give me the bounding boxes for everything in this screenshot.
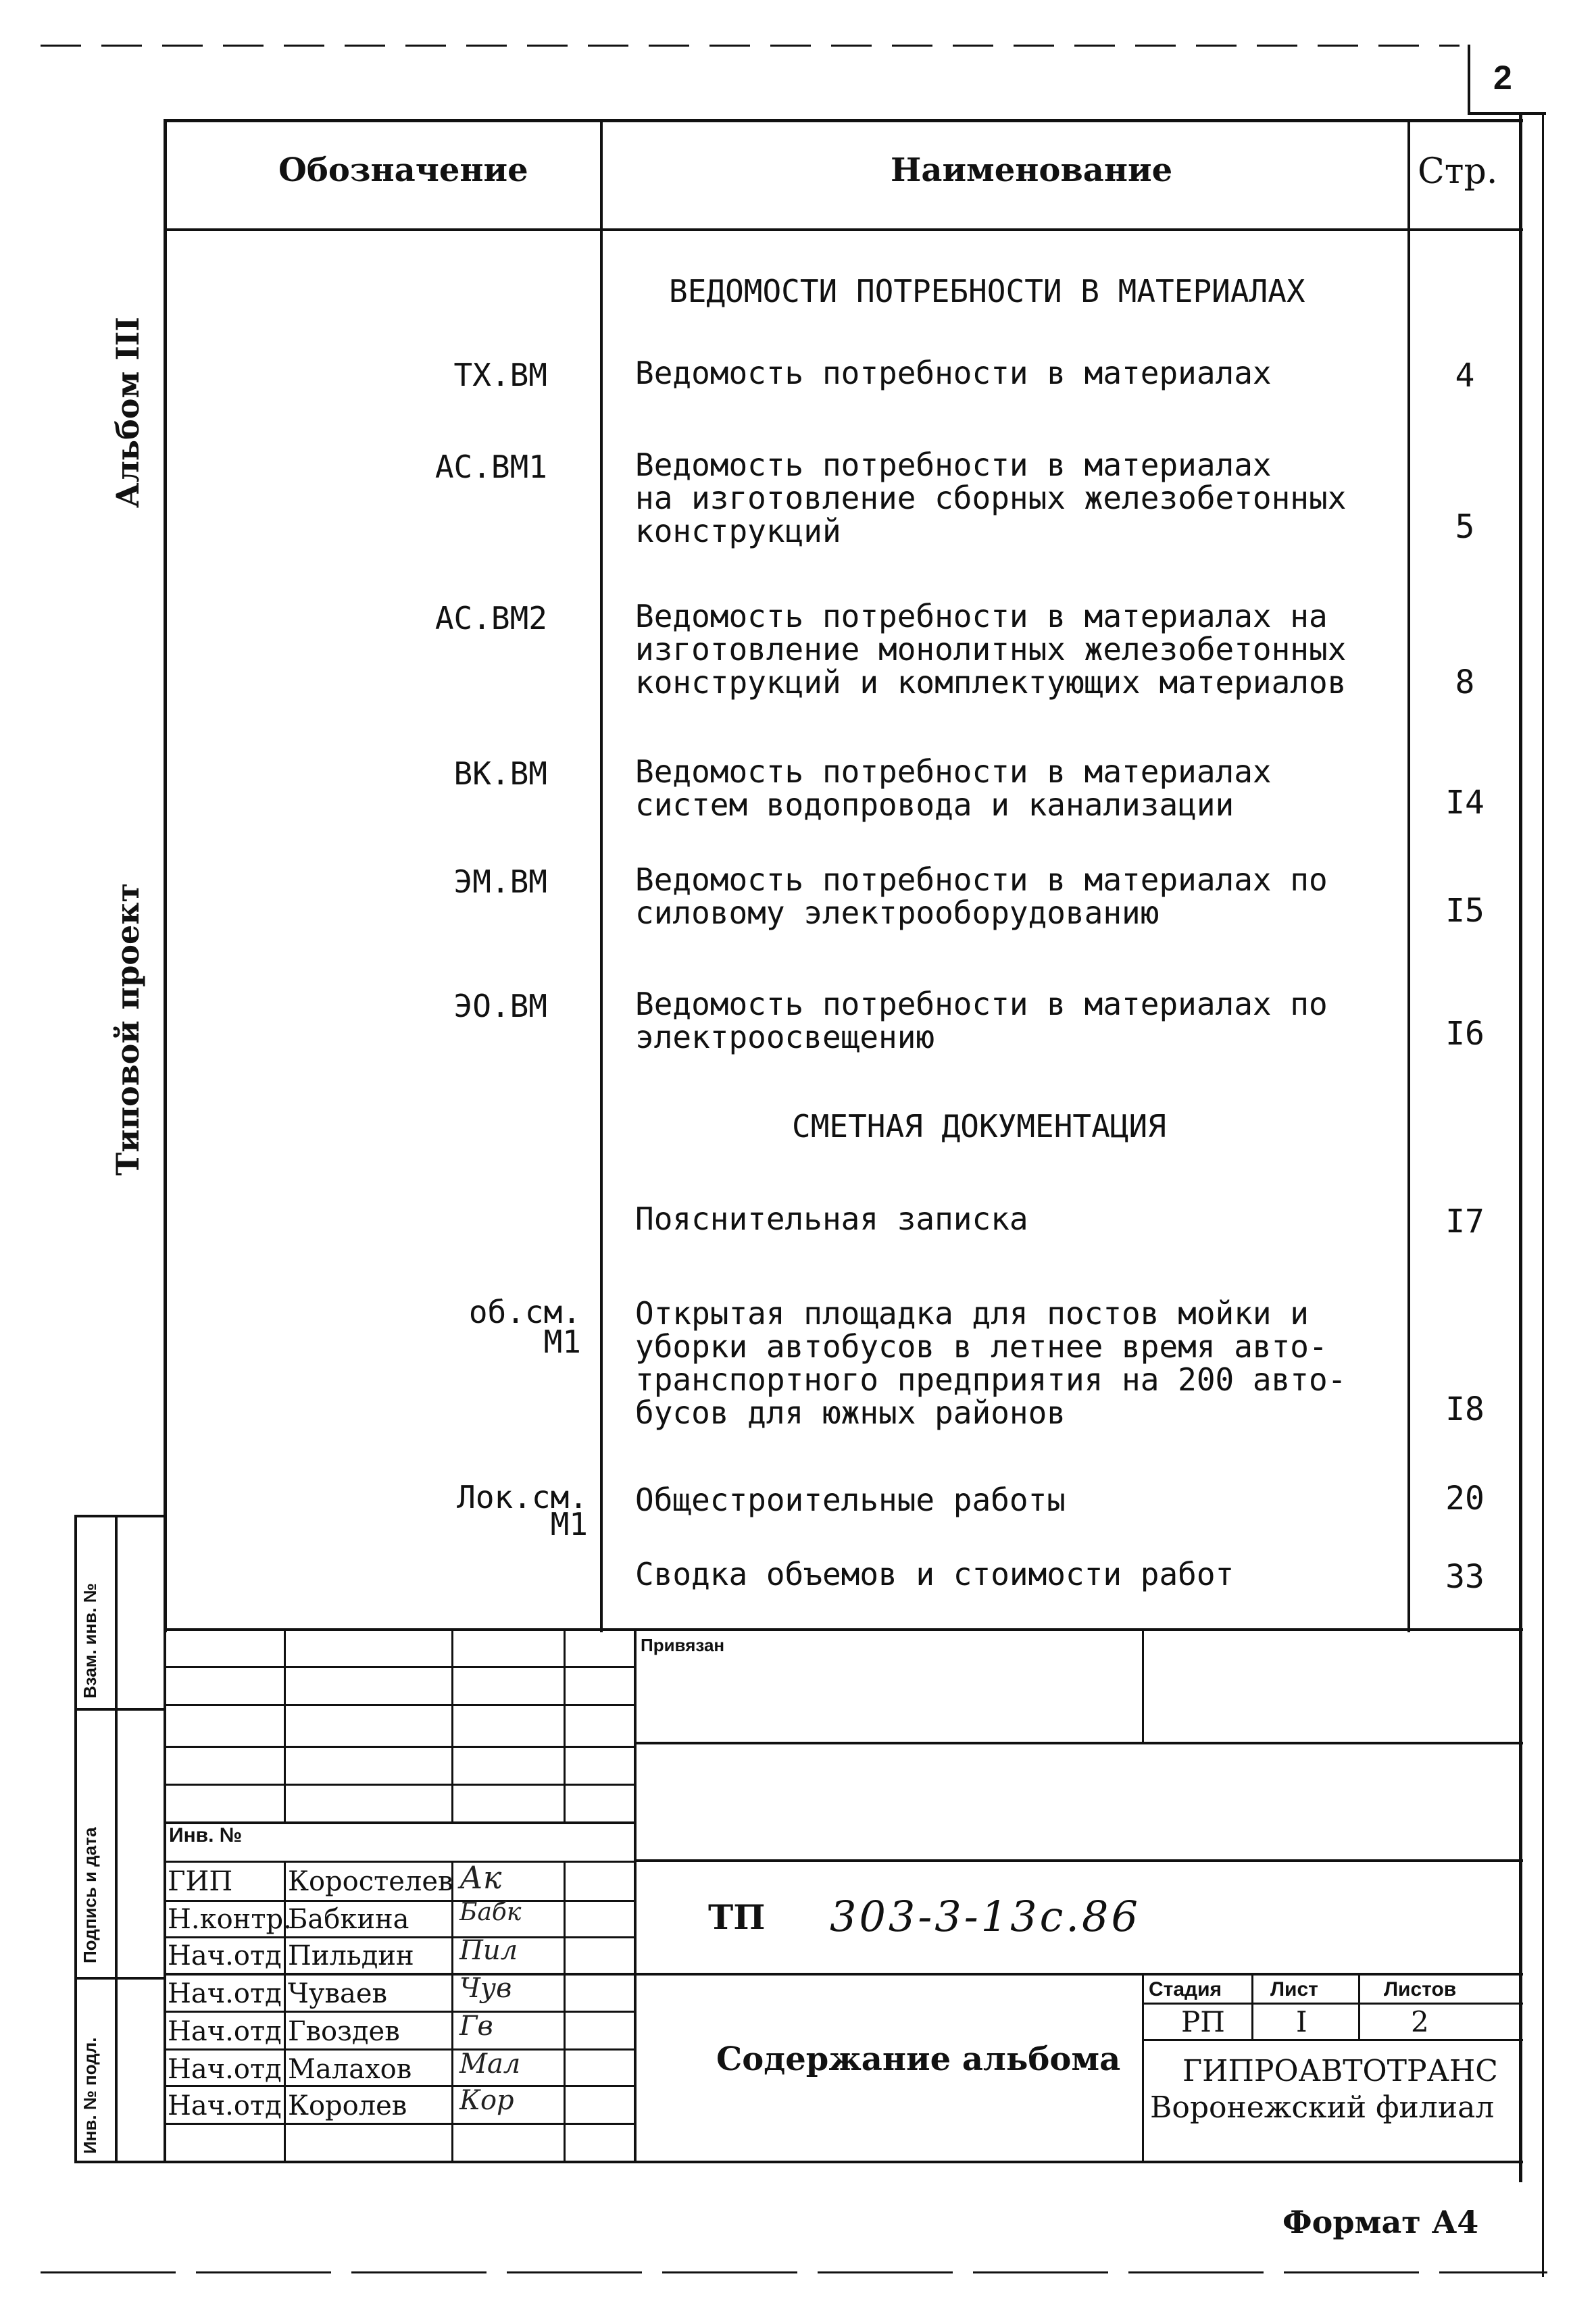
tb-main-divider xyxy=(634,1628,637,2162)
page-box-bottom xyxy=(1468,112,1546,115)
row-name: Открытая площадка для постов мойки и уборки автобусов в летнее время авто- транспортного предприятия на 200 авто- бусов для южных районов xyxy=(635,1295,1347,1431)
stamp-bottom xyxy=(74,2161,164,2163)
tb-privyazan-divider xyxy=(1142,1628,1144,1743)
staff-signature: Ак xyxy=(459,1859,502,1896)
col-divider-2 xyxy=(1407,119,1410,1632)
stage-value: РП xyxy=(1181,2005,1225,2038)
staff-role: Нач.отд xyxy=(168,1978,282,2009)
staff-signature: Чув xyxy=(459,1973,512,2004)
staff-role: Нач.отд xyxy=(168,2054,282,2085)
format-label: Формат А4 xyxy=(1282,2204,1479,2240)
page-box-left xyxy=(1468,45,1470,115)
project-code-prefix: ТП xyxy=(708,1897,766,1937)
row-page: 4 xyxy=(1455,357,1475,395)
tb-right-row2 xyxy=(634,1859,1523,1862)
header-designation: Обозначение xyxy=(278,151,528,189)
staff-name: Коростелев xyxy=(288,1866,453,1897)
row-page: I5 xyxy=(1445,892,1485,930)
row-name: Ведомость потребности в материалах xyxy=(635,355,1272,391)
staff-name: Королев xyxy=(288,2090,407,2121)
staff-signature: Гв xyxy=(459,2011,493,2042)
row-page: 8 xyxy=(1455,663,1475,701)
section-materials-heading: ВЕДОМОСТИ ПОТРЕБНОСТИ В МАТЕРИАЛАХ xyxy=(669,273,1305,309)
org-branch: Воронежский филиал xyxy=(1150,2090,1495,2125)
row-page: 5 xyxy=(1455,508,1475,546)
staff-name: Малахов xyxy=(288,2054,412,2085)
tb-col xyxy=(564,1861,566,2162)
stamp-mid xyxy=(115,1515,118,2163)
section-estimate-heading: СМЕТНАЯ ДОКУМЕНТАЦИЯ xyxy=(792,1108,1166,1145)
inv-no-label: Инв. № xyxy=(169,1824,243,1846)
tb-right-row1 xyxy=(634,1742,1523,1744)
tb-stage-row1 xyxy=(1142,2003,1523,2005)
header-name: Наименование xyxy=(891,151,1173,189)
staff-role: Нач.отд xyxy=(168,1940,282,1971)
project-code: 303-3-13с.86 xyxy=(830,1892,1141,1941)
row-name: Ведомость потребности в материалах на изготовление сборных железобетонных конструкций xyxy=(635,447,1347,549)
bottom-dashed-line xyxy=(41,2271,1547,2273)
row-name: Ведомость потребности в материалах на изготовление монолитных железобетонных конструкций и комплектующих материалов xyxy=(635,598,1347,701)
row-page: I8 xyxy=(1445,1390,1485,1428)
row-name: Ведомость потребности в материалах систем водопровода и канализации xyxy=(635,753,1272,823)
album-label: Альбом III xyxy=(109,316,146,508)
staff-name: Чуваев xyxy=(288,1978,388,2009)
frame-right xyxy=(1519,115,1522,2182)
stamp-vzam-label: Взам. инв. № xyxy=(80,1583,100,1699)
row-name: Пояснительная записка xyxy=(635,1201,1028,1237)
stamp-podpis-label: Подпись и дата xyxy=(80,1827,100,1963)
tb-bottom xyxy=(164,2161,1523,2163)
tb-stage-divider xyxy=(1142,1973,1144,2162)
row-name: Ведомость потребности в материалах по электроосвещению xyxy=(635,986,1328,1055)
stamp-left xyxy=(74,1515,77,2163)
tb-stage-col2 xyxy=(1358,1973,1360,2040)
row-page: 20 xyxy=(1445,1480,1485,1517)
top-dashed-line xyxy=(41,45,1460,47)
header-divider xyxy=(164,228,1523,231)
row-page: I7 xyxy=(1445,1203,1485,1240)
staff-signature: Кор xyxy=(459,2085,514,2116)
tb-stage-row2 xyxy=(1142,2039,1523,2041)
row-name: Сводка объемов и стоимости работ xyxy=(635,1556,1235,1592)
staff-role: ГИП xyxy=(168,1866,233,1897)
row-page: I6 xyxy=(1445,1015,1485,1053)
row-code: об.см. М1 xyxy=(468,1294,581,1360)
col-divider-1 xyxy=(600,119,603,1632)
staff-name: Пильдин xyxy=(288,1940,414,1971)
frame-top xyxy=(164,119,1523,122)
row-name: Общестроительные работы xyxy=(635,1482,1066,1518)
stamp-div2 xyxy=(74,1977,164,1980)
stage-label: Стадия xyxy=(1149,1978,1222,2001)
row-code: ВК.ВМ xyxy=(453,755,547,792)
staff-signature: Бабк xyxy=(459,1898,522,1926)
tb-col xyxy=(284,1628,286,1823)
project-label: Типовой проект xyxy=(109,883,146,1176)
tb-top xyxy=(164,1628,1523,1631)
sheets-value: 2 xyxy=(1411,2005,1429,2038)
tb-col xyxy=(564,1628,566,1823)
staff-signature: Пил xyxy=(459,1935,518,1966)
privyazan-label: Привязан xyxy=(641,1635,725,1655)
stamp-top xyxy=(74,1515,164,1517)
tb-stage-col1 xyxy=(1251,1973,1253,2040)
sheets-label: Листов xyxy=(1384,1978,1457,2001)
sheet-label: Лист xyxy=(1270,1978,1318,2001)
page-number: 2 xyxy=(1493,59,1512,97)
row-name: Ведомость потребности в материалах по силовому электрооборудованию xyxy=(635,861,1328,931)
tb-right-row3 xyxy=(634,1973,1523,1976)
staff-signature: Мал xyxy=(459,2048,521,2080)
staff-role: Нач.отд xyxy=(168,2090,282,2121)
row-page: 33 xyxy=(1445,1558,1485,1596)
row-code: Лок.см. М1 xyxy=(457,1479,588,1542)
staff-role: Н.контр. xyxy=(168,1904,292,1935)
outer-right-line xyxy=(1542,115,1544,2277)
tb-col xyxy=(451,1861,453,2162)
row-code: АС.ВМ1 xyxy=(434,449,547,485)
staff-name: Гвоздев xyxy=(288,2016,400,2047)
staff-role: Нач.отд xyxy=(168,2016,282,2047)
row-code: ТХ.ВМ xyxy=(453,357,547,393)
tb-col xyxy=(451,1628,453,1823)
row-code: ЭМ.ВМ xyxy=(453,863,547,900)
doc-title: Содержание альбома xyxy=(716,2040,1121,2078)
org-name: ГИПРОАВТОТРАНС xyxy=(1182,2054,1498,2088)
staff-name: Бабкина xyxy=(288,1904,409,1935)
row-code: АС.ВМ2 xyxy=(434,600,547,636)
header-page: Стр. xyxy=(1418,151,1498,192)
stamp-inv-label: Инв. № подл. xyxy=(80,2037,100,2154)
row-code: ЭО.ВМ xyxy=(453,988,547,1024)
sheet-value: I xyxy=(1296,2005,1307,2038)
tb-left xyxy=(164,1628,166,2162)
frame-left xyxy=(164,119,167,1632)
stamp-div1 xyxy=(74,1708,164,1711)
row-page: I4 xyxy=(1445,784,1485,822)
